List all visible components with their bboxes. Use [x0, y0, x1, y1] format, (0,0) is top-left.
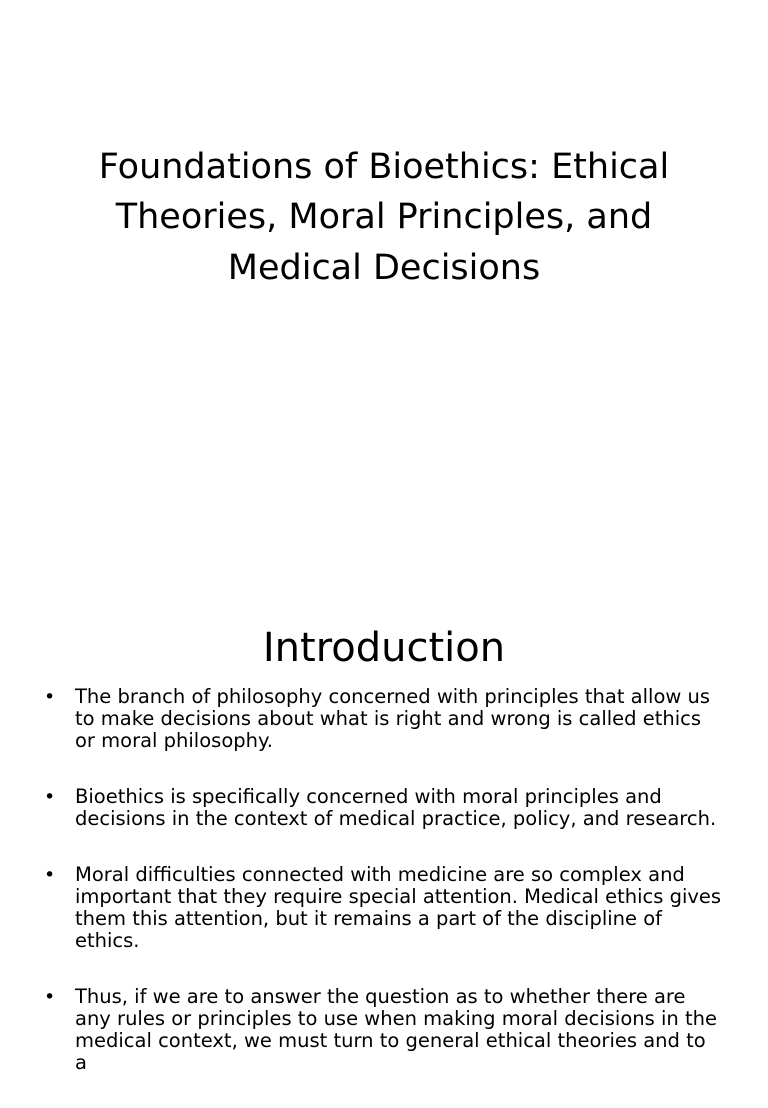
introduction-slide: [0, 576, 768, 1074]
bullet-text: Moral difficulties connected with medicine are so complex and important that they require special attention. Medical ethics gives them this attention, but it remains a part of the discipline of ethics.: [75, 863, 722, 952]
bullet-list: [42, 686, 722, 1108]
section-heading: Introduction: [262, 625, 506, 671]
document-title: Foundations of Bioethics: Ethical Theories, Moral Principles, and Medical Decisions: [98, 147, 670, 288]
bullet-icon: •: [44, 786, 56, 808]
bullet-icon: •: [44, 986, 56, 1008]
bullet-text: The branch of philosophy concerned with principles that allow us to make decisions about what is right and wrong is called ethics or moral philosophy.: [75, 685, 711, 752]
list-item: [42, 986, 722, 1074]
list-item: [42, 686, 722, 752]
bullet-text: Thus, if we are to answer the question as to whether there are any rules or principles to use when making moral decisions in the medical context, we must turn to general ethical theories and to a: [75, 985, 717, 1074]
bullet-icon: •: [44, 686, 56, 708]
list-item: [42, 786, 722, 830]
bullet-text: Bioethics is specifically concerned with moral principles and decisions in the context of medical practice, policy, and research.: [75, 785, 717, 830]
list-item: [42, 864, 722, 952]
bullet-icon: •: [44, 864, 56, 886]
